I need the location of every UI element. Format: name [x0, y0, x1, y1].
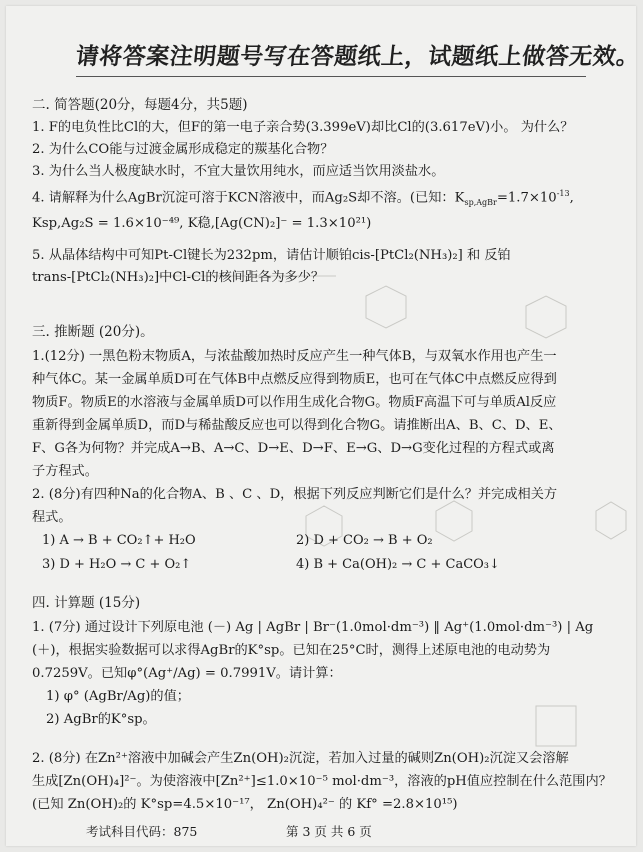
question-2-4-line2: Ksp,Ag₂S = 1.6×10⁻⁴⁹, K稳,[Ag(CN)₂]⁻ = 1.3×10²¹) — [32, 216, 372, 231]
question-2-2: 2. 为什么CO能与过渡金属形成稳定的羰基化合物？ — [32, 142, 334, 157]
question-4-1-line: (＋)，根据实验数据可以求得AgBr的K°sp。已知在25°C时，测得上述原电池的电动势为 — [32, 643, 551, 658]
answer-instruction-banner: 请将答案注明题号写在答题纸上，试题纸上做答无效。 — [74, 43, 642, 70]
reaction-2: 2) D + CO₂ → B + O₂ — [296, 533, 433, 548]
question-3-1-line: 1.(12分) 一黑色粉末物质A，与浓盐酸加热时反应产生一种气体B，与双氧水作用也产生一 — [32, 349, 557, 364]
question-4-1-line: 1. (7分) 通过设计下列原电池 (－) Ag | AgBr | Br⁻(1.0mol·dm⁻³) ‖ Ag⁺(1.0mol·dm⁻³) | Ag — [32, 620, 594, 635]
exam-subject-code: 考试科目代码：875 — [86, 824, 198, 839]
section-3-heading: 三. 推断题 (20分)。 — [32, 324, 154, 340]
question-3-2-line: 程式。 — [32, 510, 72, 525]
question-4-1-line: 0.7259V。已知φ°(Ag⁺/Ag) = 0.7991V。请计算： — [32, 666, 342, 681]
question-3-2-line: 2. (8分)有四种Na的化合物A、B 、C 、D，根据下列反应判断它们是什么？并完成相关方 — [32, 487, 558, 502]
page-number: 第 3 页 共 6 页 — [286, 824, 372, 839]
question-2-5-line1: 5. 从晶体结构中可知Pt-Cl键长为232pm，请估计顺铂cis-[PtCl₂(NH₃)₂] 和 反铂 — [32, 248, 511, 263]
question-2-3: 3. 为什么当人极度缺水时，不宜大量饮用纯水，而应适当饮用淡盐水。 — [32, 164, 445, 179]
question-4-1-subitem: 2) AgBr的K°sp。 — [46, 712, 156, 727]
question-4-1-subitem: 1) φ° (AgBr/Ag)的值； — [46, 689, 190, 704]
section-2-heading: 二. 简答题(20分，每题4分，共5题) — [32, 97, 248, 113]
question-4-2-line: 生成[Zn(OH)₄]²⁻。为使溶液中[Zn²⁺]≤1.0×10⁻⁵ mol·dm⁻³，溶液的pH值应控制在什么范围内？ — [32, 774, 612, 789]
reaction-1: 1) A → B + CO₂↑+ H₂O — [42, 533, 196, 548]
reaction-3: 3) D + H₂O → C + O₂↑ — [42, 557, 192, 572]
question-4-2-line: (已知 Zn(OH)₂的 K°sp=4.5×10⁻¹⁷， Zn(OH)₄²⁻ 的 Kf° =2.8×10¹⁵) — [32, 797, 458, 812]
exam-page — [6, 6, 642, 846]
question-3-1-line: 子方程式。 — [32, 464, 98, 479]
question-2-1: 1. F的电负性比Cl的大，但F的第一电子亲合势(3.399eV)却比Cl的(3.617eV)小。 为什么？ — [32, 120, 574, 135]
question-3-1-line: F、G各为何物？并完成A→B、A→C、D→E、D→F、E→G、D→G变化过程的方程式或离 — [32, 441, 555, 456]
question-2-5-line2: trans-[PtCl₂(NH₃)₂]中Cl-Cl的核间距各为多少？ — [32, 270, 325, 285]
question-3-1-line: 种气体C。某一金属单质D可在气体B中点燃反应得到物质E，也可在气体C中点燃反应得到 — [32, 372, 557, 387]
reaction-4: 4) B + Ca(OH)₂ → C + CaCO₃↓ — [296, 557, 500, 572]
question-3-1-line: 物质F。物质E的水溶液与金属单质D可以作用生成化合物G。物质F高温下可与单质Al反应 — [32, 395, 557, 410]
banner-divider — [76, 76, 586, 77]
question-4-2-line: 2. (8分) 在Zn²⁺溶液中加碱会产生Zn(OH)₂沉淀，若加入过量的碱则Zn(OH)₂沉淀又会溶解 — [32, 751, 569, 766]
question-3-1-line: 重新得到金属单质D，而D与稀盐酸反应也可以得到化合物G。请推断出A、B、C、D、E、 — [32, 418, 562, 433]
section-4-heading: 四. 计算题 (15分) — [32, 595, 141, 611]
question-2-4-line1: 4. 请解释为什么AgBr沉淀可溶于KCN溶液中，而Ag₂S却不溶。(已知：$K_{sp,AgBr}=1.7\times 10^{-13}$, — [32, 189, 574, 208]
